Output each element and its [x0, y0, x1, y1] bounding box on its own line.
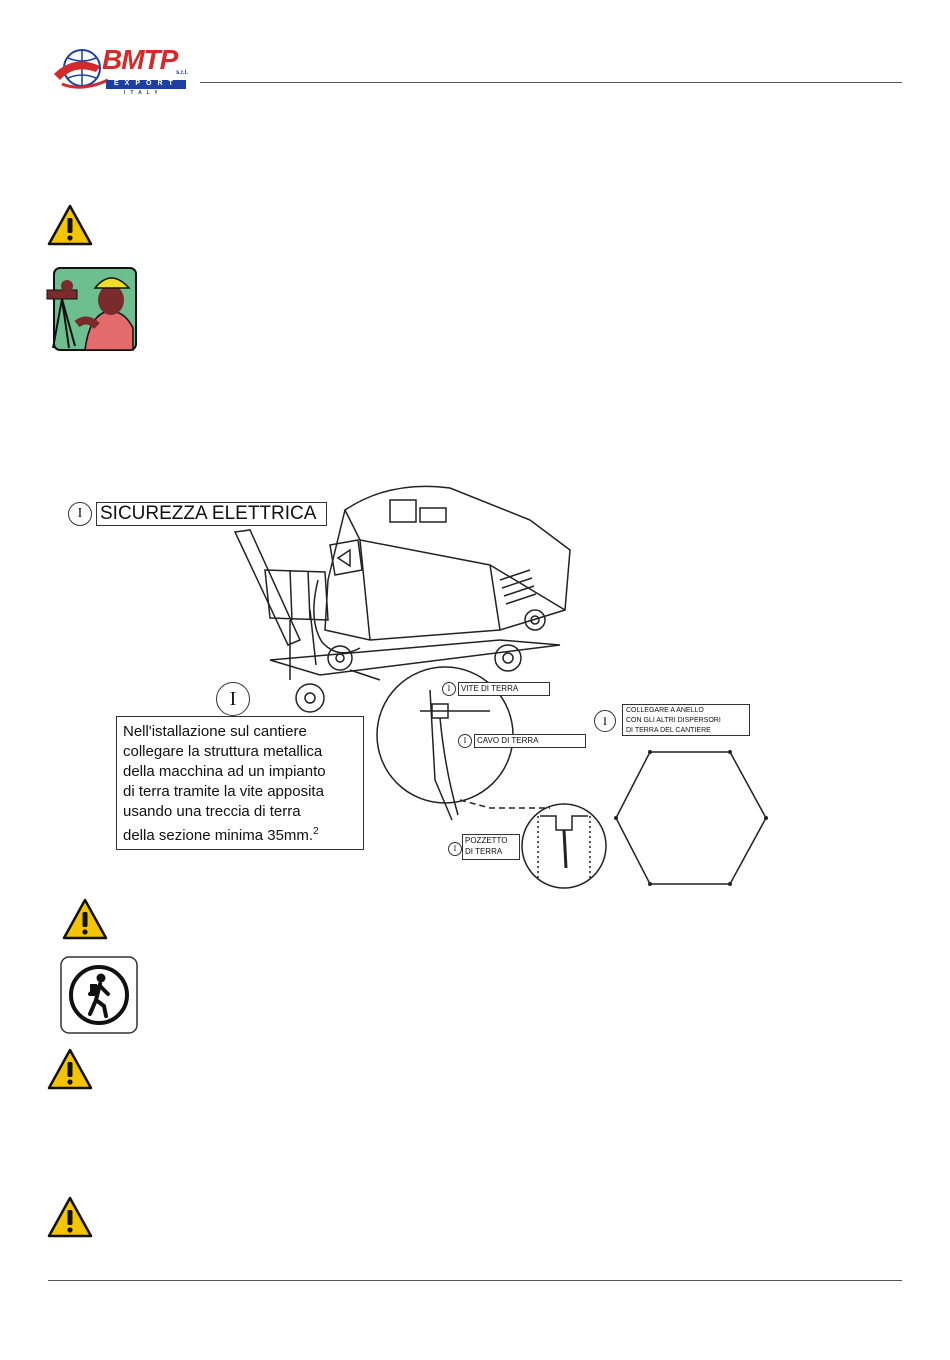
cavo-callout-icon: I — [458, 734, 472, 748]
diagram-title: SICUREZZA ELETTRICA — [96, 502, 327, 526]
label-anello-line: COLLEGARE A ANELLO — [626, 707, 704, 714]
warning-triangle-icon — [47, 204, 93, 246]
note-callout-icon: I — [216, 682, 250, 716]
label-anello-line: DI TERRA DEL CANTIERE — [626, 727, 711, 734]
label-anello-line: CON GLI ALTRI DISPERSORI — [626, 717, 721, 724]
note-line — [123, 822, 357, 846]
warning-triangle-icon — [47, 1048, 93, 1090]
grounding-instruction-note — [116, 716, 364, 850]
logo-country-text: ITALY — [124, 90, 163, 96]
warning-triangle-icon — [62, 898, 108, 940]
note-superscript: 2 — [313, 826, 319, 837]
note-line-last: della sezione minima 35mm. — [123, 827, 314, 844]
label-collegare-anello — [622, 704, 750, 736]
note-line: usando una treccia di terra — [123, 803, 301, 820]
title-callout-icon: I — [68, 502, 92, 526]
grounding-diagram — [60, 470, 790, 895]
header-rule — [200, 82, 902, 83]
surveyor-worker-icon — [45, 266, 139, 352]
vite-callout-icon: I — [442, 682, 456, 696]
pedestrian-prohibition-icon — [60, 956, 138, 1034]
label-pozzetto-line: POZZETTO — [465, 836, 508, 845]
footer-rule — [48, 1280, 902, 1281]
anello-callout-icon: I — [594, 710, 616, 732]
label-cavo-di-terra: CAVO DI TERRA — [474, 734, 586, 748]
label-pozzetto-di-terra — [462, 834, 520, 860]
note-line: Nell'istallazione sul cantiere — [123, 723, 307, 740]
logo-mark-text: s.r.l. — [176, 70, 189, 76]
note-line: di terra tramite la vite apposita — [123, 783, 324, 800]
label-pozzetto-line: DI TERRA — [465, 847, 503, 856]
logo-main-text: BMTP — [102, 44, 178, 75]
company-logo — [52, 44, 202, 96]
warning-triangle-icon — [47, 1196, 93, 1238]
note-line: collegare la struttura metallica — [123, 743, 323, 760]
pozzetto-callout-icon: I — [448, 842, 462, 856]
label-vite-di-terra: VITE DI TERRA — [458, 682, 550, 696]
note-line: della macchina ad un impianto — [123, 763, 326, 780]
logo-sub-text: EXPORT — [114, 80, 179, 87]
